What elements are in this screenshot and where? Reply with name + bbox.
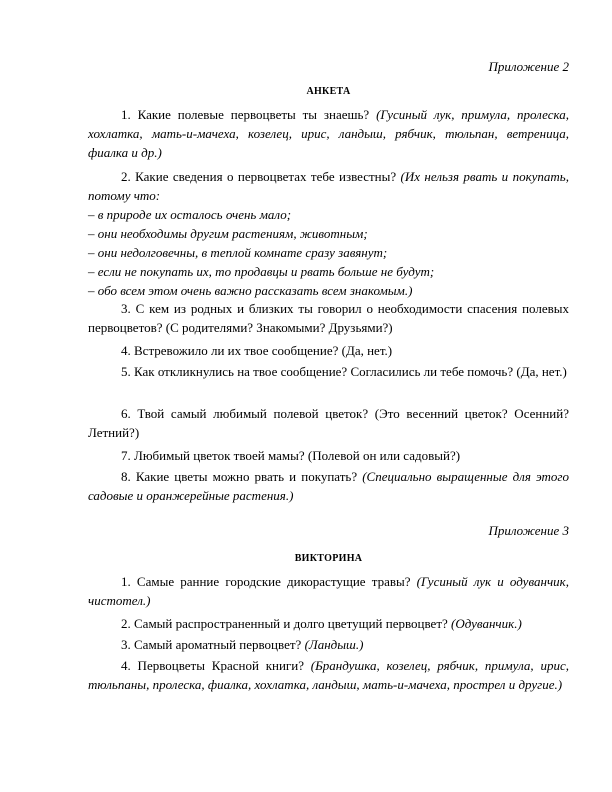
appendix-3-label: Приложение 3 bbox=[488, 523, 569, 538]
question-answer: (Их нельзя рвать и покупать, потому что: bbox=[88, 169, 569, 203]
appendix-2-label: Приложение 2 bbox=[488, 59, 569, 74]
quiz-question-2 bbox=[88, 614, 569, 633]
question-answer: (Гусиный лук, примула, пролеска, хохлатка, мать-и-мачеха, козелец, ирис, ландыш, рябчик, тюльпан, ветреница, фиалка и др.) bbox=[88, 107, 569, 160]
question-text: 4. Первоцветы Красной книги? bbox=[121, 658, 311, 673]
reason-item: – они недолговечны, в теплой комнате сразу завянут; bbox=[88, 245, 388, 260]
survey-question-4: 4. Встревожило ли их твое сообщение? (Да, нет.) bbox=[121, 343, 393, 358]
reason-item: – если не покупать их, то продавцы и рвать больше не будут; bbox=[88, 264, 435, 279]
question-text: 2. Самый распространенный и долго цветущий первоцвет? bbox=[121, 616, 452, 631]
survey-question-1 bbox=[88, 105, 569, 162]
quiz-title: ВИКТОРИНА bbox=[294, 553, 363, 564]
reason-item: – в природе их осталось очень мало; bbox=[88, 207, 292, 222]
question-text: 1. Какие полевые первоцветы ты знаешь? bbox=[121, 107, 377, 122]
quiz-question-1 bbox=[88, 572, 569, 610]
survey-question-8 bbox=[88, 467, 569, 505]
survey-question-5: 5. Как откликнулись на твое сообщение? Согласились ли тебе помочь? (Да, нет.) bbox=[121, 364, 567, 379]
survey-question-7: 7. Любимый цветок твоей мамы? (Полевой он или садовый?) bbox=[121, 448, 461, 463]
question-answer: (Гусиный лук и одуванчик, чистотел.) bbox=[88, 574, 569, 608]
survey-question-6: 6. Твой самый любимый полевой цветок? (Это весенний цветок? Осенний? Летний?) bbox=[88, 406, 569, 440]
survey-title: АНКЕТА bbox=[306, 86, 351, 97]
question-text: 1. Самые ранние городские дикорастущие травы? bbox=[121, 574, 417, 589]
question-answer: (Ландыш.) bbox=[304, 637, 364, 652]
reason-item: – обо всем этом очень важно рассказать всем знакомым.) bbox=[88, 283, 413, 298]
quiz-question-3 bbox=[88, 635, 569, 654]
question-answer: (Одуванчик.) bbox=[451, 616, 522, 631]
survey-question-3: 3. С кем из родных и близких ты говорил о необходимости спасения полевых первоцветов? (С родителями? Знакомыми? Друзьями?) bbox=[88, 301, 569, 335]
question-text: 2. Какие сведения о первоцветах тебе известны? bbox=[121, 169, 401, 184]
question-text: 8. Какие цветы можно рвать и покупать? bbox=[121, 469, 363, 484]
reason-item: – они необходимы другим растениям, животным; bbox=[88, 226, 368, 241]
quiz-question-4 bbox=[88, 656, 569, 694]
survey-question-2 bbox=[88, 167, 569, 205]
question-answer: (Специально выращенные для этого садовые и оранжерейные растения.) bbox=[88, 469, 569, 503]
question-answer: (Брандушка, козелец, рябчик, примула, ирис, тюльпаны, пролеска, фиалка, хохлатка, ландыш, мать-и-мачеха, прострел и другие.) bbox=[88, 658, 569, 692]
question-text: 3. Самый ароматный первоцвет? bbox=[121, 637, 305, 652]
